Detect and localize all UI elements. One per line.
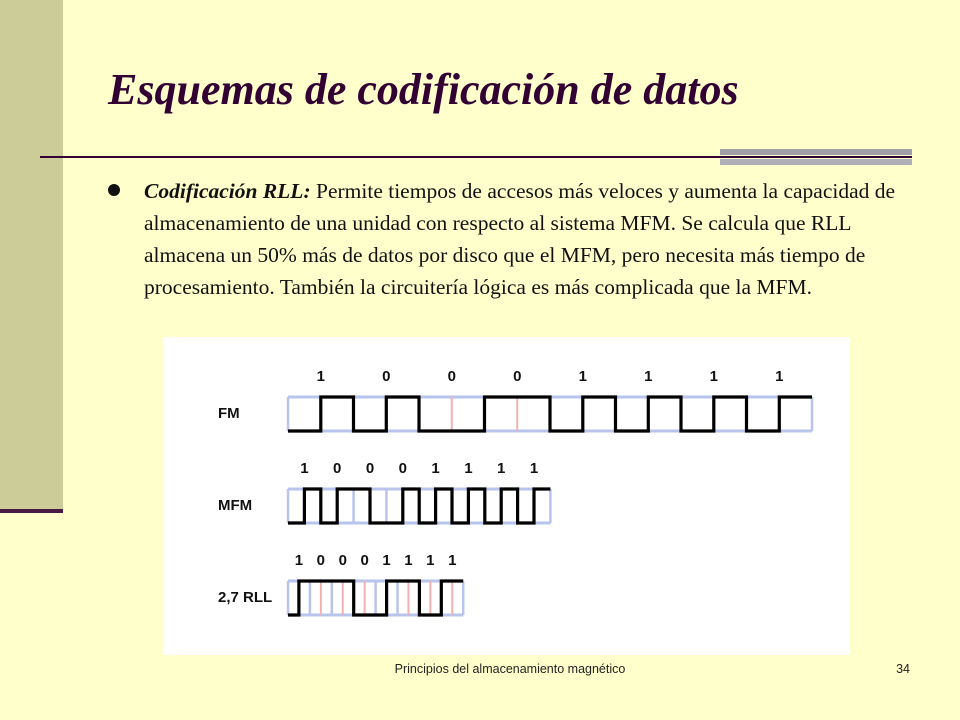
page-number: 34	[896, 662, 910, 676]
bit-label: 0	[338, 552, 347, 569]
bit-label: 1	[382, 552, 391, 569]
bit-label: 0	[333, 460, 342, 477]
bit-label: 1	[426, 552, 435, 569]
footer-text: Principios del almacenamiento magnético	[394, 662, 626, 676]
left-accent-line	[0, 509, 63, 513]
bit-label: 0	[360, 552, 369, 569]
bit-label: 1	[775, 368, 784, 385]
bit-label: 1	[316, 368, 325, 385]
row-label: FM	[218, 405, 240, 422]
bit-label: 1	[294, 552, 304, 569]
signal-waveform	[288, 489, 550, 523]
row-label: MFM	[218, 497, 253, 514]
bit-label: 1	[404, 552, 413, 569]
bit-label: 1	[431, 460, 440, 477]
bullet-dot	[108, 184, 120, 196]
left-accent-bar	[0, 0, 63, 509]
signal-waveform	[288, 397, 812, 431]
encoding-diagram	[163, 337, 850, 655]
bit-label: 1	[464, 460, 473, 477]
bit-label: 0	[382, 368, 391, 385]
bit-label: 1	[448, 552, 457, 569]
bullet-paragraph	[144, 175, 914, 303]
row-label: 2,7 RLL	[218, 589, 273, 606]
bit-label: 0	[365, 460, 375, 477]
slide-title: Esquemas de codificación de datos	[108, 65, 739, 114]
bit-label: 1	[497, 460, 506, 477]
bit-label: 1	[300, 460, 309, 477]
divider-accent	[720, 149, 912, 155]
bit-label: 1	[644, 368, 653, 385]
divider-accent-lower	[720, 159, 912, 165]
bit-label: 1	[709, 368, 718, 385]
bullet-lead: Codificación RLL:	[144, 179, 311, 203]
bit-label: 0	[398, 460, 407, 477]
bit-label: 0	[316, 552, 326, 569]
bit-label: 0	[447, 368, 456, 385]
bit-label: 1	[578, 368, 587, 385]
encoding-diagram-svg	[163, 337, 850, 655]
bit-label: 1	[529, 460, 539, 477]
title-divider	[40, 156, 912, 158]
bit-label: 0	[513, 368, 522, 385]
bullet-body: Permite tiempos de accesos más veloces y aumenta la capacidad de almacenamiento de una unidad con respecto al sistema MFM. Se calcula que RLL almacena un 50% más de datos por disco que el MFM, pero necesita más tiempo de procesamiento. También la circuitería lógica es más complicada que la MFM.	[144, 179, 896, 299]
